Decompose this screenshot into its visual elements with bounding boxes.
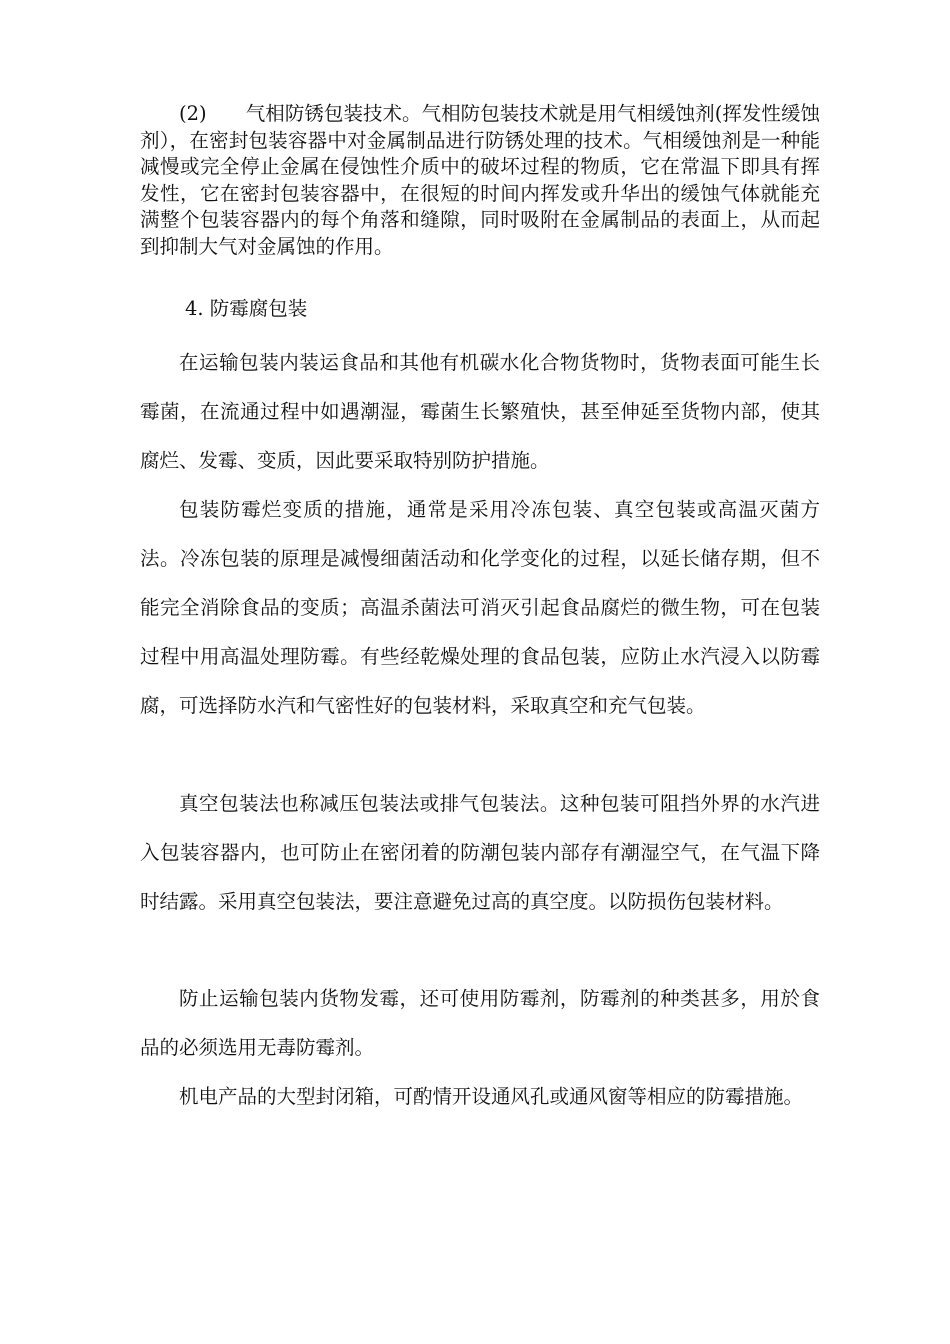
paragraph-vapor-phase-rust-prevention: (2) 气相防锈包装技术。气相防包装技术就是用气相缓蚀剂(挥发性缓蚀剂），在密封包装容器中对金属制品进行防锈处理的技术。气相缓蚀剂是一种能减慢或完全停止金属在侵蚀性介质中的破坏过程的物质，它在常温下即具有挥发性，它在密封包装容器中，在很短的时间内挥发或升华出的缓蚀气体就能充满整个包装容器内的每个角落和缝隙，同时吸附在金属制品的表面上，从而起到抑制大气对金属蚀的作用。: [140, 102, 820, 258]
section-heading-mold-prevention: 4. 防霉腐包装: [185, 297, 308, 320]
paragraph-mold-inhibitor: 防止运输包装内货物发霉，还可使用防霉剂，防霉剂的种类甚多，用於食品的必须选用无毒防霉剂。: [140, 987, 820, 1059]
paragraph-vacuum-packaging: 真空包装法也称减压包装法或排气包装法。这种包装可阻挡外界的水汽进入包装容器内，也可防止在密闭着的防潮包装内部存有潮湿空气，在气温下降时结露。采用真空包装法，要注意避免过高的真空度。以防损伤包装材料。: [140, 792, 820, 913]
paragraph-mold-measures: 包装防霉烂变质的措施，通常是采用冷冻包装、真空包装或高温灭菌方法。冷冻包装的原理是减慢细菌活动和化学变化的过程，以延长储存期，但不能完全消除食品的变质；高温杀菌法可消灭引起食品腐烂的微生物，可在包装过程中用高温处理防霉。有些经乾燥处理的食品包装，应防止水汽浸入以防霉腐，可选择防水汽和气密性好的包装材料，采取真空和充气包装。: [140, 498, 820, 717]
paragraph-ventilation: 机电产品的大型封闭箱，可酌情开设通风孔或通风窗等相应的防霉措施。: [179, 1085, 804, 1108]
paragraph-mold-growth: 在运输包装内装运食品和其他有机碳水化合物货物时，货物表面可能生长霉菌，在流通过程中如遇潮湿，霉菌生长繁殖快，甚至伸延至货物内部，使其腐烂、发霉、变质，因此要采取特别防护措施。: [140, 351, 820, 472]
